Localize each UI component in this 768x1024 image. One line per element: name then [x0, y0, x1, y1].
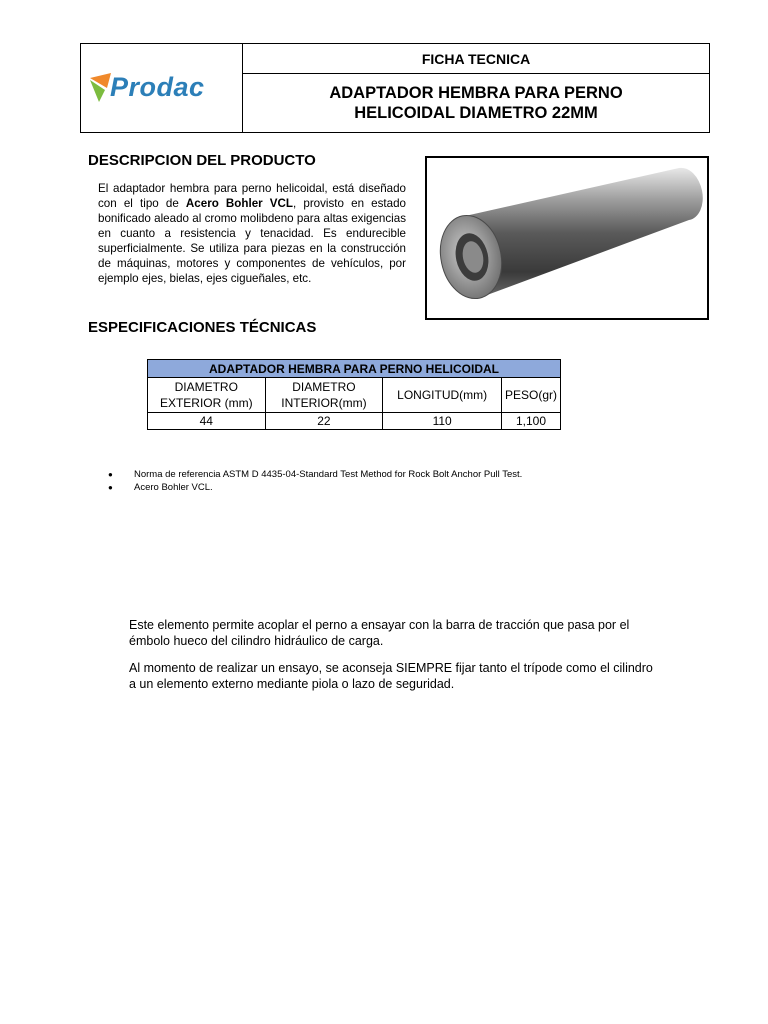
outer-diameter-value: 44: [148, 413, 266, 430]
column-header-inner-diameter: DIAMETRO INTERIOR(mm): [265, 378, 383, 413]
bullet-icon: ●: [108, 470, 113, 479]
sheet-label: FICHA TECNICA: [243, 44, 709, 74]
product-photo: [425, 156, 709, 320]
bullet-icon: ●: [108, 483, 113, 492]
specs-table-title: ADAPTADOR HEMBRA PARA PERNO HELICOIDAL: [148, 360, 561, 378]
product-title-line2: HELICOIDAL DIAMETRO 22MM: [354, 104, 598, 122]
usage-paragraph: Este elemento permite acoplar el perno a ensayar con la barra de tracción que pasa por el émbolo hueco del cilindro hidráulico de carga.: [129, 618, 630, 648]
safety-paragraph: Al momento de realizar un ensayo, se aconseja SIEMPRE fijar tanto el trípode como el cilindro a un elemento externo mediante piola o lazo de seguridad.: [129, 661, 653, 691]
description-heading: DESCRIPCION DEL PRODUCTO: [88, 152, 316, 169]
inner-diameter-value: 22: [265, 413, 383, 430]
description-text-start: El adaptador hembra para perno helicoidal, está diseñado con el tipo de: [98, 182, 406, 210]
specs-table: [147, 359, 561, 430]
specs-heading: ESPECIFICACIONES TÉCNICAS: [88, 319, 317, 336]
product-title-line1: ADAPTADOR HEMBRA PARA PERNO: [329, 84, 623, 102]
column-header-length: LONGITUD(mm): [383, 378, 502, 413]
logo-wordmark: Prodac: [110, 72, 205, 102]
document-header: [80, 43, 710, 133]
description-steel-name: Acero Bohler VCL: [185, 197, 293, 210]
adapter-cylinder-image: [427, 158, 707, 318]
weight-value: 1,100: [502, 413, 561, 430]
description-text: [98, 181, 406, 286]
list-item: [108, 468, 522, 481]
description-text-end: , provisto en estado bonificado aleado al cromo molibdeno para altas exigencias en cuanto a resistencia y tenacidad. Es endurecible superficialmente. Se utiliza para piezas en la construcción de máquinas, motores y componentes de vehículos, por ejemplo ejes, bielas, ejes cigueñales, etc.: [98, 197, 406, 285]
list-item: [108, 481, 522, 494]
reference-list: [108, 468, 522, 494]
list-item-text: Norma de referencia ASTM D 4435-04-Standard Test Method for Rock Bolt Anchor Pull Test.: [134, 469, 523, 480]
column-header-outer-diameter: DIAMETRO EXTERIOR (mm): [148, 378, 266, 413]
column-header-weight: PESO(gr): [502, 378, 561, 413]
list-item-text: Acero Bohler VCL.: [134, 482, 213, 493]
length-value: 110: [383, 413, 502, 430]
table-row: [148, 413, 561, 430]
logo-cell: [81, 44, 243, 132]
product-title: [243, 74, 709, 132]
